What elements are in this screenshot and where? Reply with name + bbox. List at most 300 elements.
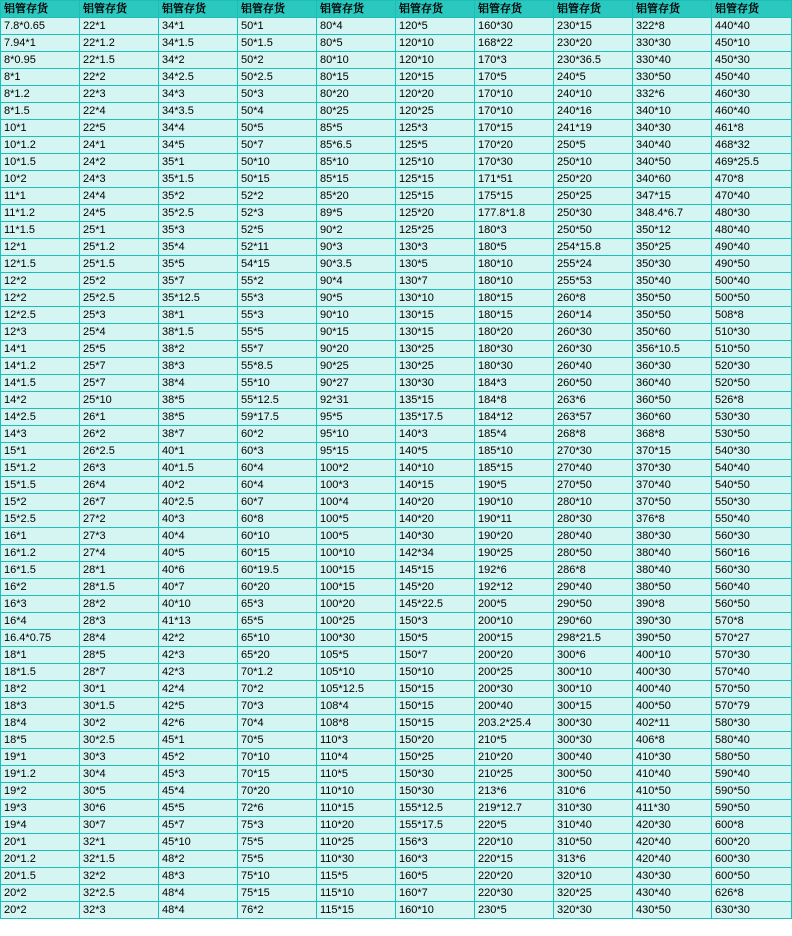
- table-cell: 430*40: [633, 885, 712, 902]
- table-cell: 130*15: [396, 307, 475, 324]
- table-cell: 368*8: [633, 426, 712, 443]
- table-cell: 570*30: [712, 647, 792, 664]
- table-cell: 370*30: [633, 460, 712, 477]
- table-cell: 90*5: [317, 290, 396, 307]
- table-cell: 130*30: [396, 375, 475, 392]
- table-cell: 100*3: [317, 477, 396, 494]
- table-cell: 380*40: [633, 562, 712, 579]
- table-cell: 16*1.2: [1, 545, 80, 562]
- table-cell: 150*25: [396, 749, 475, 766]
- table-cell: 406*8: [633, 732, 712, 749]
- table-cell: 95*10: [317, 426, 396, 443]
- table-cell: 450*40: [712, 69, 792, 86]
- table-cell: 24*3: [80, 171, 159, 188]
- table-cell: 175*15: [475, 188, 554, 205]
- table-cell: 500*40: [712, 273, 792, 290]
- table-cell: 145*15: [396, 562, 475, 579]
- table-cell: 30*3: [80, 749, 159, 766]
- table-cell: 35*12.5: [159, 290, 238, 307]
- table-cell: 350*50: [633, 290, 712, 307]
- table-row: [1, 290, 792, 307]
- table-cell: 120*10: [396, 52, 475, 69]
- table-cell: 469*25.5: [712, 154, 792, 171]
- table-cell: 38*7: [159, 426, 238, 443]
- table-row: [1, 494, 792, 511]
- table-cell: 26*1: [80, 409, 159, 426]
- table-cell: 230*15: [554, 18, 633, 35]
- table-cell: 25*1.5: [80, 256, 159, 273]
- column-header: 铝管存货: [159, 1, 238, 18]
- table-cell: 52*5: [238, 222, 317, 239]
- table-cell: 140*5: [396, 443, 475, 460]
- table-cell: 168*22: [475, 35, 554, 52]
- table-cell: 30*1: [80, 681, 159, 698]
- table-cell: 18*4: [1, 715, 80, 732]
- column-header: 铝管存货: [80, 1, 159, 18]
- table-cell: 380*30: [633, 528, 712, 545]
- table-cell: 16*1: [1, 528, 80, 545]
- table-cell: 184*8: [475, 392, 554, 409]
- table-header-row: [1, 1, 792, 18]
- table-cell: 250*25: [554, 188, 633, 205]
- table-cell: 25*2: [80, 273, 159, 290]
- table-row: [1, 732, 792, 749]
- table-cell: 185*15: [475, 460, 554, 477]
- table-cell: 360*30: [633, 358, 712, 375]
- table-cell: 90*3.5: [317, 256, 396, 273]
- table-cell: 280*10: [554, 494, 633, 511]
- table-cell: 115*15: [317, 902, 396, 919]
- table-cell: 210*25: [475, 766, 554, 783]
- table-cell: 27*4: [80, 545, 159, 562]
- table-cell: 560*30: [712, 528, 792, 545]
- table-cell: 260*14: [554, 307, 633, 324]
- table-cell: 570*50: [712, 681, 792, 698]
- table-cell: 90*15: [317, 324, 396, 341]
- table-cell: 400*40: [633, 681, 712, 698]
- table-cell: 45*7: [159, 817, 238, 834]
- table-cell: 410*30: [633, 749, 712, 766]
- table-cell: 14*1: [1, 341, 80, 358]
- table-cell: 7.94*1: [1, 35, 80, 52]
- table-cell: 250*20: [554, 171, 633, 188]
- table-cell: 125*15: [396, 188, 475, 205]
- table-cell: 370*15: [633, 443, 712, 460]
- table-cell: 125*10: [396, 154, 475, 171]
- table-cell: 108*8: [317, 715, 396, 732]
- table-cell: 65*10: [238, 630, 317, 647]
- table-cell: 26*7: [80, 494, 159, 511]
- table-cell: 108*4: [317, 698, 396, 715]
- table-cell: 150*5: [396, 630, 475, 647]
- table-row: [1, 86, 792, 103]
- table-cell: 55*12.5: [238, 392, 317, 409]
- table-cell: 340*10: [633, 103, 712, 120]
- table-cell: 180*10: [475, 273, 554, 290]
- table-row: [1, 749, 792, 766]
- table-cell: 12*3: [1, 324, 80, 341]
- table-cell: 140*20: [396, 494, 475, 511]
- table-cell: 200*25: [475, 664, 554, 681]
- table-cell: 50*10: [238, 154, 317, 171]
- table-cell: 185*4: [475, 426, 554, 443]
- table-cell: 125*20: [396, 205, 475, 222]
- table-cell: 125*15: [396, 171, 475, 188]
- table-cell: 530*50: [712, 426, 792, 443]
- table-cell: 34*2: [159, 52, 238, 69]
- table-cell: 45*5: [159, 800, 238, 817]
- table-cell: 50*7: [238, 137, 317, 154]
- table-cell: 38*2: [159, 341, 238, 358]
- table-cell: 255*24: [554, 256, 633, 273]
- table-cell: 40*1.5: [159, 460, 238, 477]
- table-cell: 376*8: [633, 511, 712, 528]
- table-cell: 350*30: [633, 256, 712, 273]
- table-cell: 156*3: [396, 834, 475, 851]
- table-cell: 300*15: [554, 698, 633, 715]
- table-cell: 260*50: [554, 375, 633, 392]
- table-cell: 48*2: [159, 851, 238, 868]
- table-cell: 180*20: [475, 324, 554, 341]
- table-cell: 19*3: [1, 800, 80, 817]
- table-row: [1, 613, 792, 630]
- table-cell: 300*40: [554, 749, 633, 766]
- table-cell: 480*30: [712, 205, 792, 222]
- table-cell: 180*30: [475, 358, 554, 375]
- table-cell: 40*2: [159, 477, 238, 494]
- table-cell: 190*20: [475, 528, 554, 545]
- table-cell: 220*15: [475, 851, 554, 868]
- table-cell: 28*3: [80, 613, 159, 630]
- table-cell: 80*15: [317, 69, 396, 86]
- table-cell: 48*4: [159, 885, 238, 902]
- table-cell: 80*10: [317, 52, 396, 69]
- table-cell: 280*40: [554, 528, 633, 545]
- table-cell: 12*1.5: [1, 256, 80, 273]
- table-cell: 50*4: [238, 103, 317, 120]
- table-cell: 60*3: [238, 443, 317, 460]
- table-cell: 25*7: [80, 358, 159, 375]
- table-cell: 89*5: [317, 205, 396, 222]
- table-cell: 322*8: [633, 18, 712, 35]
- table-cell: 180*15: [475, 307, 554, 324]
- table-cell: 20*1.5: [1, 868, 80, 885]
- table-cell: 570*8: [712, 613, 792, 630]
- table-cell: 560*50: [712, 596, 792, 613]
- table-cell: 10*1.2: [1, 137, 80, 154]
- table-cell: 100*4: [317, 494, 396, 511]
- table-cell: 340*30: [633, 120, 712, 137]
- table-cell: 180*10: [475, 256, 554, 273]
- table-cell: 626*8: [712, 885, 792, 902]
- table-cell: 25*4: [80, 324, 159, 341]
- table-cell: 11*1: [1, 188, 80, 205]
- table-cell: 55*8.5: [238, 358, 317, 375]
- table-cell: 110*4: [317, 749, 396, 766]
- table-cell: 95*15: [317, 443, 396, 460]
- table-row: [1, 477, 792, 494]
- table-row: [1, 902, 792, 919]
- table-cell: 35*1: [159, 154, 238, 171]
- table-cell: 220*20: [475, 868, 554, 885]
- table-cell: 20*1: [1, 834, 80, 851]
- table-cell: 55*2: [238, 273, 317, 290]
- table-cell: 42*3: [159, 664, 238, 681]
- table-cell: 18*2: [1, 681, 80, 698]
- table-cell: 25*10: [80, 392, 159, 409]
- table-cell: 45*10: [159, 834, 238, 851]
- table-cell: 220*30: [475, 885, 554, 902]
- table-cell: 32*3: [80, 902, 159, 919]
- table-cell: 390*8: [633, 596, 712, 613]
- table-cell: 10*2: [1, 171, 80, 188]
- table-cell: 40*3: [159, 511, 238, 528]
- table-row: [1, 647, 792, 664]
- table-cell: 38*3: [159, 358, 238, 375]
- table-cell: 15*2: [1, 494, 80, 511]
- table-cell: 330*50: [633, 69, 712, 86]
- table-cell: 55*10: [238, 375, 317, 392]
- table-cell: 290*60: [554, 613, 633, 630]
- table-row: [1, 120, 792, 137]
- table-row: [1, 392, 792, 409]
- table-cell: 402*11: [633, 715, 712, 732]
- table-cell: 200*15: [475, 630, 554, 647]
- table-cell: 250*10: [554, 154, 633, 171]
- table-cell: 130*15: [396, 324, 475, 341]
- table-row: [1, 137, 792, 154]
- table-cell: 330*40: [633, 52, 712, 69]
- table-cell: 54*15: [238, 256, 317, 273]
- table-cell: 12*2.5: [1, 307, 80, 324]
- table-cell: 160*5: [396, 868, 475, 885]
- table-cell: 11*1.5: [1, 222, 80, 239]
- table-cell: 34*4: [159, 120, 238, 137]
- table-cell: 8*1: [1, 69, 80, 86]
- table-cell: 240*16: [554, 103, 633, 120]
- table-cell: 60*4: [238, 460, 317, 477]
- table-cell: 184*3: [475, 375, 554, 392]
- table-cell: 300*10: [554, 681, 633, 698]
- table-cell: 110*25: [317, 834, 396, 851]
- table-cell: 14*3: [1, 426, 80, 443]
- table-cell: 510*50: [712, 341, 792, 358]
- table-cell: 190*11: [475, 511, 554, 528]
- table-cell: 330*30: [633, 35, 712, 52]
- table-cell: 100*20: [317, 596, 396, 613]
- table-cell: 240*10: [554, 86, 633, 103]
- table-cell: 520*30: [712, 358, 792, 375]
- table-cell: 55*5: [238, 324, 317, 341]
- table-cell: 185*10: [475, 443, 554, 460]
- table-cell: 70*5: [238, 732, 317, 749]
- table-cell: 50*1.5: [238, 35, 317, 52]
- table-cell: 263*57: [554, 409, 633, 426]
- table-cell: 300*50: [554, 766, 633, 783]
- table-cell: 560*40: [712, 579, 792, 596]
- table-cell: 60*15: [238, 545, 317, 562]
- table-row: [1, 103, 792, 120]
- table-cell: 540*30: [712, 443, 792, 460]
- table-cell: 347*15: [633, 188, 712, 205]
- table-cell: 170*10: [475, 86, 554, 103]
- table-cell: 340*60: [633, 171, 712, 188]
- table-cell: 26*2: [80, 426, 159, 443]
- table-cell: 22*1.2: [80, 35, 159, 52]
- table-cell: 150*15: [396, 715, 475, 732]
- table-cell: 190*5: [475, 477, 554, 494]
- table-cell: 135*15: [396, 392, 475, 409]
- table-cell: 180*3: [475, 222, 554, 239]
- column-header: 铝管存货: [317, 1, 396, 18]
- table-row: [1, 35, 792, 52]
- table-cell: 140*3: [396, 426, 475, 443]
- table-cell: 280*30: [554, 511, 633, 528]
- table-cell: 360*50: [633, 392, 712, 409]
- table-cell: 60*19.5: [238, 562, 317, 579]
- table-cell: 92*31: [317, 392, 396, 409]
- table-cell: 8*1.5: [1, 103, 80, 120]
- table-cell: 22*4: [80, 103, 159, 120]
- table-cell: 155*12.5: [396, 800, 475, 817]
- table-cell: 320*30: [554, 902, 633, 919]
- table-cell: 100*15: [317, 579, 396, 596]
- table-cell: 590*50: [712, 800, 792, 817]
- table-row: [1, 715, 792, 732]
- table-cell: 85*5: [317, 120, 396, 137]
- table-cell: 65*3: [238, 596, 317, 613]
- table-cell: 110*20: [317, 817, 396, 834]
- table-row: [1, 817, 792, 834]
- table-cell: 192*12: [475, 579, 554, 596]
- table-cell: 310*40: [554, 817, 633, 834]
- table-cell: 60*8: [238, 511, 317, 528]
- table-row: [1, 511, 792, 528]
- table-cell: 18*5: [1, 732, 80, 749]
- table-cell: 100*2: [317, 460, 396, 477]
- table-cell: 470*8: [712, 171, 792, 188]
- table-cell: 50*2.5: [238, 69, 317, 86]
- table-cell: 34*1.5: [159, 35, 238, 52]
- table-cell: 14*1.5: [1, 375, 80, 392]
- table-cell: 350*40: [633, 273, 712, 290]
- table-cell: 40*6: [159, 562, 238, 579]
- table-cell: 45*1: [159, 732, 238, 749]
- table-cell: 45*3: [159, 766, 238, 783]
- table-cell: 35*2.5: [159, 205, 238, 222]
- table-cell: 411*30: [633, 800, 712, 817]
- table-cell: 530*30: [712, 409, 792, 426]
- table-cell: 34*5: [159, 137, 238, 154]
- table-cell: 25*1: [80, 222, 159, 239]
- table-cell: 230*20: [554, 35, 633, 52]
- table-cell: 10*1.5: [1, 154, 80, 171]
- table-cell: 30*6: [80, 800, 159, 817]
- table-cell: 28*1: [80, 562, 159, 579]
- table-cell: 70*20: [238, 783, 317, 800]
- table-cell: 510*30: [712, 324, 792, 341]
- table-cell: 300*30: [554, 715, 633, 732]
- table-cell: 8*0.95: [1, 52, 80, 69]
- table-cell: 460*30: [712, 86, 792, 103]
- table-cell: 298*21.5: [554, 630, 633, 647]
- table-cell: 15*1.2: [1, 460, 80, 477]
- table-cell: 110*15: [317, 800, 396, 817]
- table-cell: 250*50: [554, 222, 633, 239]
- table-cell: 42*2: [159, 630, 238, 647]
- table-cell: 76*2: [238, 902, 317, 919]
- table-cell: 26*3: [80, 460, 159, 477]
- table-cell: 150*15: [396, 698, 475, 715]
- table-cell: 570*40: [712, 664, 792, 681]
- table-cell: 50*1: [238, 18, 317, 35]
- table-cell: 230*5: [475, 902, 554, 919]
- table-row: [1, 460, 792, 477]
- table-cell: 590*40: [712, 766, 792, 783]
- table-cell: 580*30: [712, 715, 792, 732]
- table-cell: 170*30: [475, 154, 554, 171]
- table-row: [1, 69, 792, 86]
- table-cell: 80*5: [317, 35, 396, 52]
- table-cell: 142*34: [396, 545, 475, 562]
- table-cell: 560*30: [712, 562, 792, 579]
- table-cell: 160*3: [396, 851, 475, 868]
- table-cell: 10*1: [1, 120, 80, 137]
- table-cell: 15*1: [1, 443, 80, 460]
- table-cell: 390*50: [633, 630, 712, 647]
- table-row: [1, 324, 792, 341]
- table-cell: 52*2: [238, 188, 317, 205]
- table-cell: 90*10: [317, 307, 396, 324]
- table-cell: 20*1.2: [1, 851, 80, 868]
- table-cell: 20*2: [1, 902, 80, 919]
- table-cell: 220*5: [475, 817, 554, 834]
- column-header: 铝管存货: [712, 1, 792, 18]
- table-cell: 41*13: [159, 613, 238, 630]
- table-cell: 100*25: [317, 613, 396, 630]
- table-cell: 160*7: [396, 885, 475, 902]
- table-cell: 280*50: [554, 545, 633, 562]
- table-row: [1, 409, 792, 426]
- table-cell: 210*20: [475, 749, 554, 766]
- table-row: [1, 800, 792, 817]
- table-cell: 32*2.5: [80, 885, 159, 902]
- table-cell: 90*3: [317, 239, 396, 256]
- table-cell: 19*4: [1, 817, 80, 834]
- table-cell: 600*8: [712, 817, 792, 834]
- table-cell: 290*50: [554, 596, 633, 613]
- table-cell: 16*1.5: [1, 562, 80, 579]
- table-cell: 210*5: [475, 732, 554, 749]
- table-cell: 38*5: [159, 392, 238, 409]
- table-cell: 70*4: [238, 715, 317, 732]
- table-row: [1, 562, 792, 579]
- table-cell: 135*17.5: [396, 409, 475, 426]
- table-cell: 200*10: [475, 613, 554, 630]
- table-cell: 34*1: [159, 18, 238, 35]
- table-row: [1, 528, 792, 545]
- table-cell: 130*3: [396, 239, 475, 256]
- table-cell: 370*40: [633, 477, 712, 494]
- table-cell: 180*30: [475, 341, 554, 358]
- table-cell: 15*1.5: [1, 477, 80, 494]
- column-header: 铝管存货: [396, 1, 475, 18]
- table-cell: 22*3: [80, 86, 159, 103]
- table-cell: 263*6: [554, 392, 633, 409]
- table-cell: 48*3: [159, 868, 238, 885]
- table-cell: 35*5: [159, 256, 238, 273]
- table-cell: 75*5: [238, 851, 317, 868]
